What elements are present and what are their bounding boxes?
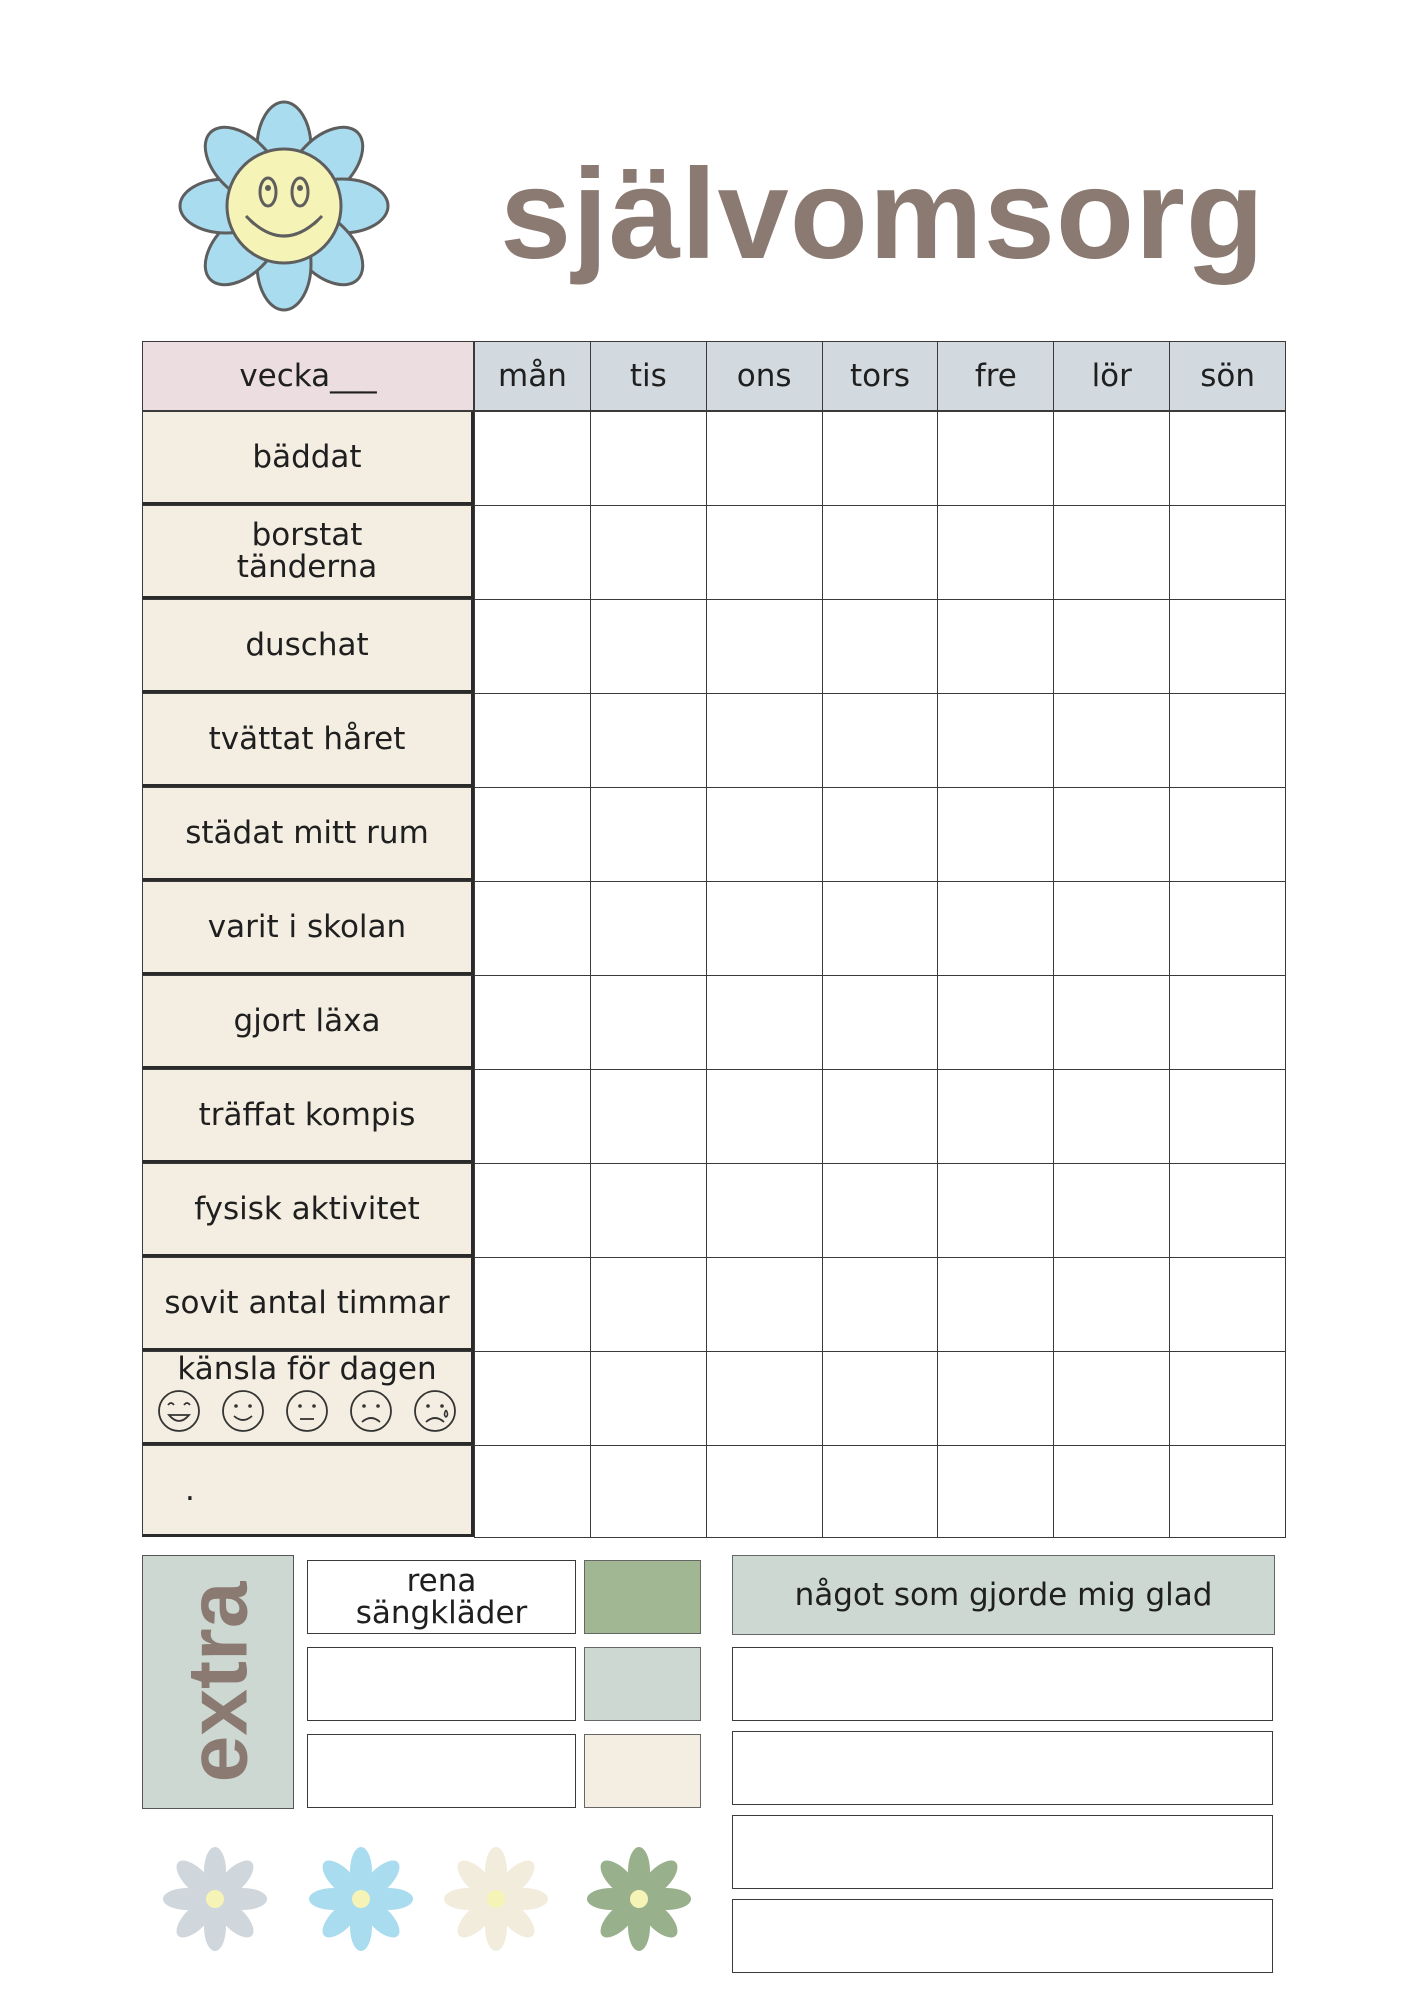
glad-heading: något som gjorde mig glad (794, 1577, 1213, 1613)
check-cell[interactable] (937, 505, 1054, 600)
check-cell[interactable] (937, 1163, 1054, 1258)
check-cell[interactable] (937, 1445, 1054, 1538)
row-label: träffat kompis (142, 1069, 474, 1163)
row-label: gjort läxa (142, 975, 474, 1069)
check-cell[interactable] (706, 1445, 823, 1538)
check-cell[interactable] (706, 787, 823, 882)
custom-row-label: . (142, 1445, 474, 1537)
check-cell[interactable] (706, 411, 823, 506)
check-cell[interactable] (1053, 1445, 1170, 1538)
flower-icon (584, 1844, 694, 1954)
check-cell[interactable] (1053, 1069, 1170, 1164)
check-cell[interactable] (590, 881, 707, 976)
check-cell[interactable] (590, 1257, 707, 1352)
sad-face-icon[interactable] (348, 1388, 394, 1434)
check-cell[interactable] (590, 1163, 707, 1258)
color-swatch[interactable] (584, 1647, 701, 1721)
check-cell[interactable] (706, 1163, 823, 1258)
row-label: städat mitt rum (142, 787, 474, 881)
check-cell[interactable] (1053, 881, 1170, 976)
habit-tracker-table (142, 341, 1275, 1537)
check-cell[interactable] (1053, 1351, 1170, 1446)
check-cell[interactable] (937, 787, 1054, 882)
check-cell[interactable] (474, 1069, 591, 1164)
check-cell[interactable] (1053, 411, 1170, 506)
check-cell[interactable] (474, 1257, 591, 1352)
check-cell[interactable] (706, 975, 823, 1070)
check-cell[interactable] (706, 693, 823, 788)
row-label: duschat (142, 599, 474, 693)
check-cell[interactable] (1169, 787, 1286, 882)
check-cell[interactable] (1169, 1351, 1286, 1446)
check-cell[interactable] (822, 505, 939, 600)
check-cell[interactable] (1169, 693, 1286, 788)
check-cell[interactable] (937, 881, 1054, 976)
check-cell[interactable] (1053, 1257, 1170, 1352)
very-happy-face-icon[interactable] (156, 1388, 202, 1434)
check-cell[interactable] (1053, 693, 1170, 788)
check-cell[interactable] (590, 1445, 707, 1538)
check-cell[interactable] (590, 411, 707, 506)
check-cell[interactable] (822, 599, 939, 694)
week-label: vecka___ (142, 341, 474, 411)
extra-label-box (142, 1555, 294, 1809)
check-cell[interactable] (937, 1351, 1054, 1446)
check-cell[interactable] (1169, 1163, 1286, 1258)
page-title: självomsorg (500, 143, 1266, 286)
check-cell[interactable] (474, 505, 591, 600)
check-cell[interactable] (590, 599, 707, 694)
check-cell[interactable] (474, 693, 591, 788)
check-cell[interactable] (474, 975, 591, 1070)
neutral-face-icon[interactable] (284, 1388, 330, 1434)
check-cell[interactable] (1169, 881, 1286, 976)
check-cell[interactable] (822, 1351, 939, 1446)
check-cell[interactable] (822, 1163, 939, 1258)
day-header: lör (1053, 341, 1170, 411)
check-cell[interactable] (474, 599, 591, 694)
check-cell[interactable] (706, 1257, 823, 1352)
check-cell[interactable] (822, 1257, 939, 1352)
check-cell[interactable] (822, 693, 939, 788)
row-label: fysisk aktivitet (142, 1163, 474, 1257)
color-swatch[interactable] (584, 1560, 701, 1634)
happy-face-icon[interactable] (220, 1388, 266, 1434)
day-header: ons (706, 341, 823, 411)
check-cell[interactable] (590, 975, 707, 1070)
check-cell[interactable] (474, 411, 591, 506)
check-cell[interactable] (822, 1069, 939, 1164)
row-label: sovit antal timmar (142, 1257, 474, 1351)
check-cell[interactable] (937, 1257, 1054, 1352)
check-cell[interactable] (1169, 599, 1286, 694)
check-cell[interactable] (1053, 599, 1170, 694)
check-cell[interactable] (822, 1445, 939, 1538)
check-cell[interactable] (1053, 787, 1170, 882)
check-cell[interactable] (590, 505, 707, 600)
check-cell[interactable] (937, 411, 1054, 506)
glad-entry-field[interactable] (732, 1647, 1273, 1721)
extra-item[interactable] (307, 1647, 576, 1721)
check-cell[interactable] (1169, 505, 1286, 600)
check-cell[interactable] (822, 787, 939, 882)
check-cell[interactable] (1169, 975, 1286, 1070)
check-cell[interactable] (474, 881, 591, 976)
extra-item[interactable]: rena sängkläder (307, 1560, 576, 1634)
day-header: tors (822, 341, 939, 411)
flower-icon (441, 1844, 551, 1954)
check-cell[interactable] (822, 881, 939, 976)
check-cell[interactable] (474, 1351, 591, 1446)
check-cell[interactable] (822, 411, 939, 506)
glad-entry-field[interactable] (732, 1731, 1273, 1805)
glad-entry-field[interactable] (732, 1899, 1273, 1973)
check-cell[interactable] (937, 599, 1054, 694)
check-cell[interactable] (1169, 1257, 1286, 1352)
flower-icon (160, 1844, 270, 1954)
check-cell[interactable] (590, 787, 707, 882)
row-label: bäddat (142, 411, 474, 505)
day-header: mån (474, 341, 591, 411)
check-cell[interactable] (822, 975, 939, 1070)
check-cell[interactable] (474, 787, 591, 882)
check-cell[interactable] (1169, 411, 1286, 506)
check-cell[interactable] (937, 1069, 1054, 1164)
check-cell[interactable] (590, 1069, 707, 1164)
check-cell[interactable] (706, 1351, 823, 1446)
extra-label: extra (170, 1581, 265, 1783)
check-cell[interactable] (1169, 1069, 1286, 1164)
check-cell[interactable] (706, 505, 823, 600)
day-header: fre (937, 341, 1054, 411)
day-header: tis (590, 341, 707, 411)
check-cell[interactable] (937, 693, 1054, 788)
check-cell[interactable] (590, 1351, 707, 1446)
glad-heading-box (732, 1555, 1275, 1635)
check-cell[interactable] (1053, 975, 1170, 1070)
check-cell[interactable] (474, 1163, 591, 1258)
smiley-flower-icon (174, 96, 394, 316)
check-cell[interactable] (1169, 1445, 1286, 1538)
row-label: varit i skolan (142, 881, 474, 975)
check-cell[interactable] (937, 975, 1054, 1070)
check-cell[interactable] (706, 881, 823, 976)
crying-face-icon[interactable] (412, 1388, 458, 1434)
check-cell[interactable] (474, 1445, 591, 1538)
row-label: tvättat håret (142, 693, 474, 787)
check-cell[interactable] (1053, 505, 1170, 600)
day-header: sön (1169, 341, 1286, 411)
check-cell[interactable] (1053, 1163, 1170, 1258)
feeling-row-label: känsla för dagen (142, 1351, 474, 1445)
glad-entry-field[interactable] (732, 1815, 1273, 1889)
extra-item[interactable] (307, 1734, 576, 1808)
row-label: borstat tänderna (142, 505, 474, 599)
check-cell[interactable] (590, 693, 707, 788)
flower-icon (306, 1844, 416, 1954)
check-cell[interactable] (706, 599, 823, 694)
check-cell[interactable] (706, 1069, 823, 1164)
color-swatch[interactable] (584, 1734, 701, 1808)
